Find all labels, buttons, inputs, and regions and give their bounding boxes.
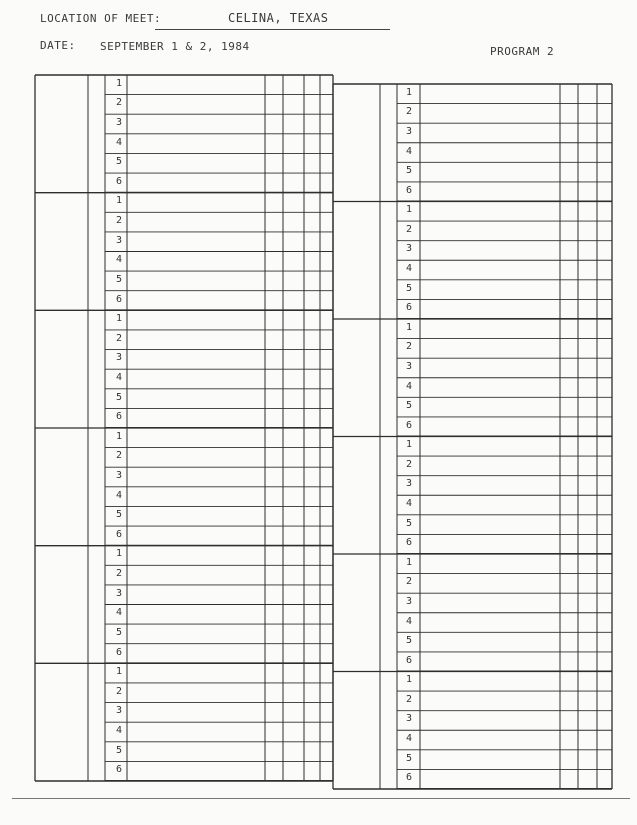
lane-number: 3 bbox=[405, 478, 413, 490]
lane-number: 5 bbox=[115, 744, 123, 756]
lane-number: 5 bbox=[115, 391, 123, 403]
lane-number: 2 bbox=[115, 97, 123, 109]
lane-number: 2 bbox=[405, 458, 413, 470]
lane-number: 6 bbox=[115, 646, 123, 658]
lane-number: 2 bbox=[115, 685, 123, 697]
lane-number: 4 bbox=[115, 724, 123, 736]
lane-number: 4 bbox=[115, 371, 123, 383]
lane-number: 6 bbox=[405, 537, 413, 549]
lane-number: 3 bbox=[405, 713, 413, 725]
location-value: CELINA, TEXAS bbox=[228, 11, 329, 25]
lane-number: 6 bbox=[405, 772, 413, 784]
lane-number: 1 bbox=[405, 86, 413, 98]
lane-number: 1 bbox=[405, 556, 413, 568]
lane-number: 6 bbox=[405, 302, 413, 314]
lane-number: 1 bbox=[115, 77, 123, 89]
lane-number: 2 bbox=[115, 568, 123, 580]
lane-number: 3 bbox=[115, 705, 123, 717]
lane-number: 5 bbox=[405, 282, 413, 294]
lane-number: 1 bbox=[115, 666, 123, 678]
lane-number: 3 bbox=[405, 360, 413, 372]
lane-number: 3 bbox=[405, 595, 413, 607]
lane-number: 4 bbox=[115, 136, 123, 148]
bottom-rule bbox=[12, 798, 630, 799]
lane-number: 6 bbox=[405, 654, 413, 666]
lane-number: 6 bbox=[115, 764, 123, 776]
lane-number: 5 bbox=[405, 517, 413, 529]
lane-number: 2 bbox=[405, 106, 413, 118]
lane-number: 4 bbox=[405, 263, 413, 275]
lane-number: 5 bbox=[405, 165, 413, 177]
lane-number: 4 bbox=[405, 380, 413, 392]
lane-number: 1 bbox=[405, 321, 413, 333]
lane-number: 6 bbox=[115, 175, 123, 187]
lane-number: 3 bbox=[405, 243, 413, 255]
lane-number: 5 bbox=[115, 273, 123, 285]
lane-number: 5 bbox=[115, 626, 123, 638]
lane-number: 5 bbox=[405, 635, 413, 647]
lane-number: 2 bbox=[115, 450, 123, 462]
lane-number: 2 bbox=[115, 215, 123, 227]
lane-number: 6 bbox=[405, 419, 413, 431]
program-number: PROGRAM 2 bbox=[490, 45, 555, 58]
lane-number: 4 bbox=[115, 607, 123, 619]
lane-number: 5 bbox=[405, 752, 413, 764]
lane-number: 2 bbox=[405, 693, 413, 705]
lane-number: 3 bbox=[115, 587, 123, 599]
lane-number: 5 bbox=[115, 509, 123, 521]
lane-number: 4 bbox=[405, 615, 413, 627]
lane-number: 3 bbox=[115, 234, 123, 246]
lane-number: 4 bbox=[405, 733, 413, 745]
lane-number: 2 bbox=[405, 223, 413, 235]
lane-number: 1 bbox=[115, 313, 123, 325]
lane-number: 6 bbox=[115, 293, 123, 305]
lane-number: 2 bbox=[115, 332, 123, 344]
lane-number: 6 bbox=[115, 528, 123, 540]
lane-number: 1 bbox=[405, 674, 413, 686]
lane-number: 1 bbox=[115, 195, 123, 207]
lane-number: 3 bbox=[115, 352, 123, 364]
lane-number: 3 bbox=[115, 117, 123, 129]
lane-number: 4 bbox=[115, 489, 123, 501]
lane-number: 5 bbox=[115, 156, 123, 168]
location-label: LOCATION OF MEET: bbox=[40, 12, 162, 25]
date-label: DATE: bbox=[40, 39, 76, 52]
lane-number: 2 bbox=[405, 341, 413, 353]
lane-number: 1 bbox=[115, 548, 123, 560]
lane-number: 2 bbox=[405, 576, 413, 588]
lane-number: 6 bbox=[405, 184, 413, 196]
lane-number: 3 bbox=[115, 470, 123, 482]
lane-number: 4 bbox=[115, 254, 123, 266]
lane-number: 4 bbox=[405, 145, 413, 157]
lane-number: 4 bbox=[405, 498, 413, 510]
lane-number: 5 bbox=[405, 400, 413, 412]
lane-number: 1 bbox=[115, 430, 123, 442]
lane-number: 3 bbox=[405, 125, 413, 137]
lane-number: 1 bbox=[405, 439, 413, 451]
lane-number: 6 bbox=[115, 411, 123, 423]
date-value: SEPTEMBER 1 & 2, 1984 bbox=[100, 40, 250, 53]
lane-number: 1 bbox=[405, 204, 413, 216]
